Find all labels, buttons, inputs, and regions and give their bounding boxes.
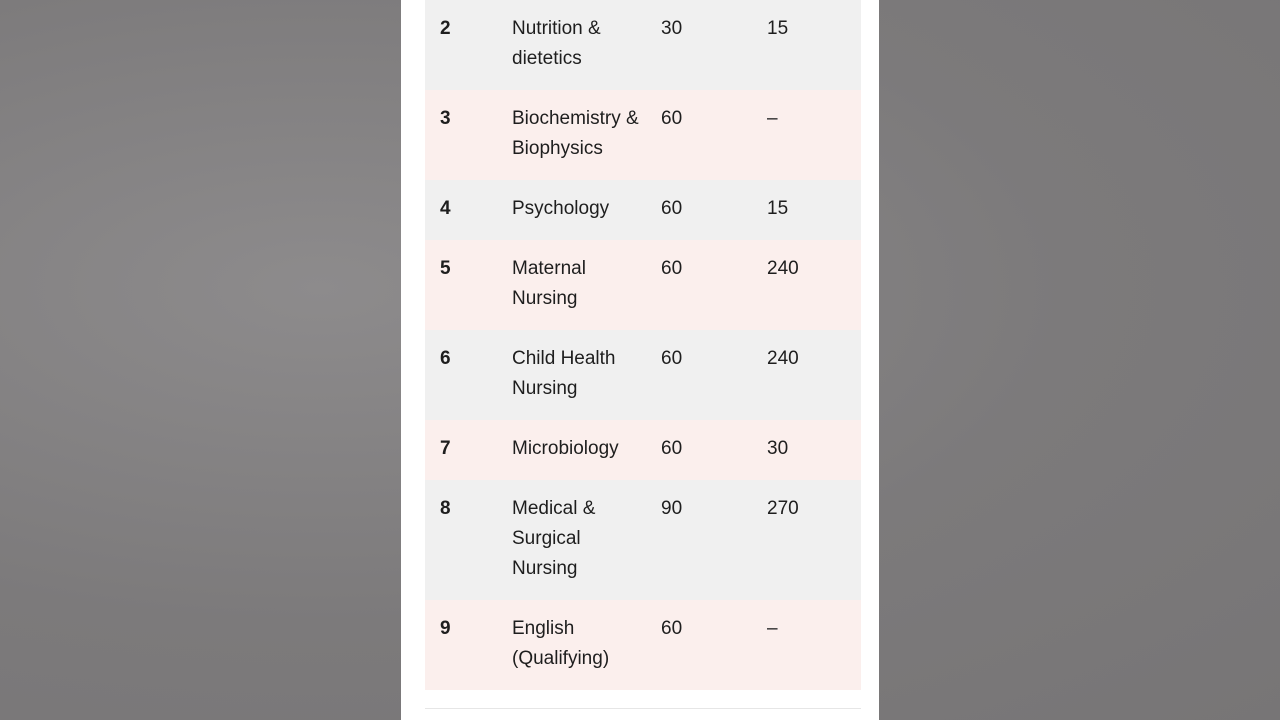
subject-name: English (Qualifying) <box>512 618 610 669</box>
theory-hours: 60 <box>661 108 683 129</box>
subject-name: Nutrition & dietetics <box>512 18 601 69</box>
theory-hours: 60 <box>661 348 683 369</box>
document-panel <box>401 0 879 720</box>
subject-name: Child Health Nursing <box>512 348 616 399</box>
practical-hours: 240 <box>767 348 799 369</box>
theory-hours: 60 <box>661 618 683 639</box>
table-row <box>425 480 861 600</box>
practical-hours: – <box>767 108 778 129</box>
theory-hours: 60 <box>661 198 683 219</box>
table-row <box>425 180 861 240</box>
subject-name: Maternal Nursing <box>512 258 586 309</box>
theory-hours: 30 <box>661 18 683 39</box>
divider <box>425 708 861 709</box>
row-number: 9 <box>440 618 451 639</box>
table-row <box>425 420 861 480</box>
subject-name: Microbiology <box>512 438 619 459</box>
subject-name: Biochemistry & Biophysics <box>512 108 639 159</box>
practical-hours: 15 <box>767 18 789 39</box>
row-number: 3 <box>440 108 451 129</box>
row-number: 7 <box>440 438 451 459</box>
table-row <box>425 240 861 330</box>
table-row <box>425 90 861 180</box>
table-row <box>425 0 861 90</box>
table-row <box>425 600 861 690</box>
practical-hours: – <box>767 618 778 639</box>
row-number: 6 <box>440 348 451 369</box>
row-number: 8 <box>440 498 451 519</box>
practical-hours: 15 <box>767 198 789 219</box>
practical-hours: 30 <box>767 438 789 459</box>
row-number: 2 <box>440 18 451 39</box>
row-number: 4 <box>440 198 451 219</box>
row-number: 5 <box>440 258 451 279</box>
practical-hours: 270 <box>767 498 799 519</box>
subject-name: Psychology <box>512 198 610 219</box>
subject-name: Medical & Surgical Nursing <box>512 498 596 579</box>
theory-hours: 90 <box>661 498 683 519</box>
theory-hours: 60 <box>661 258 683 279</box>
practical-hours: 240 <box>767 258 799 279</box>
syllabus-table <box>425 0 861 690</box>
theory-hours: 60 <box>661 438 683 459</box>
table-row <box>425 330 861 420</box>
